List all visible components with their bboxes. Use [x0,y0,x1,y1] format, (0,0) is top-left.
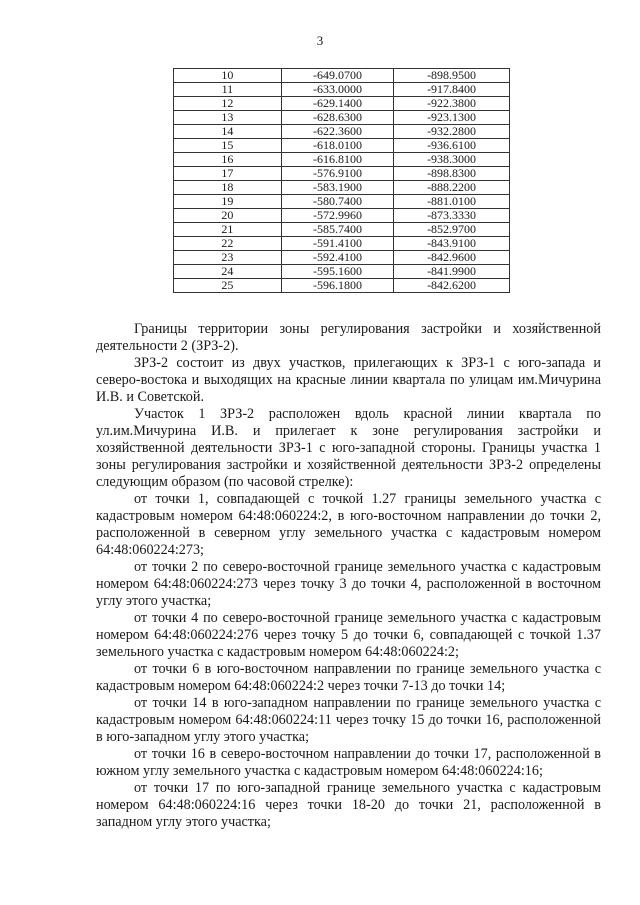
y-coordinate-cell: -938.3000 [394,153,510,167]
table-row [174,195,510,209]
y-coordinate-cell: -881.0100 [394,195,510,209]
table-row [174,139,510,153]
paragraph-boundary-point-17: от точки 17 по юго-западной границе земельного участка с кадастровым номером 64:48:060224:16 через точки 18-20 до точки 21, расположенной в западном углу этого участка; [96,780,601,830]
table-row [174,83,510,97]
point-number-cell: 21 [174,223,282,237]
x-coordinate-cell: -592.4100 [281,251,393,265]
y-coordinate-cell: -843.9100 [394,237,510,251]
x-coordinate-cell: -572.9960 [281,209,393,223]
x-coordinate-cell: -591.4100 [281,237,393,251]
document-body [96,321,601,831]
y-coordinate-cell: -923.1300 [394,111,510,125]
paragraph-zone-title: Границы территории зоны регулирования застройки и хозяйственной деятельности 2 (ЗРЗ-2). [96,321,601,354]
x-coordinate-cell: -618.0100 [281,139,393,153]
coordinates-table-body [174,69,510,293]
table-row [174,251,510,265]
x-coordinate-cell: -583.1900 [281,181,393,195]
table-row [174,125,510,139]
x-coordinate-cell: -576.9100 [281,167,393,181]
x-coordinate-cell: -596.1800 [281,279,393,293]
point-number-cell: 24 [174,265,282,279]
y-coordinate-cell: -932.2800 [394,125,510,139]
y-coordinate-cell: -922.3800 [394,97,510,111]
point-number-cell: 23 [174,251,282,265]
point-number-cell: 11 [174,83,282,97]
y-coordinate-cell: -842.9600 [394,251,510,265]
point-number-cell: 17 [174,167,282,181]
x-coordinate-cell: -616.8100 [281,153,393,167]
y-coordinate-cell: -873.3330 [394,209,510,223]
point-number-cell: 13 [174,111,282,125]
y-coordinate-cell: -917.8400 [394,83,510,97]
x-coordinate-cell: -580.7400 [281,195,393,209]
point-number-cell: 10 [174,69,282,83]
x-coordinate-cell: -585.7400 [281,223,393,237]
y-coordinate-cell: -936.6100 [394,139,510,153]
y-coordinate-cell: -898.8300 [394,167,510,181]
y-coordinate-cell: -888.2200 [394,181,510,195]
point-number-cell: 20 [174,209,282,223]
coordinates-table [173,68,510,293]
x-coordinate-cell: -649.0700 [281,69,393,83]
table-row [174,209,510,223]
point-number-cell: 22 [174,237,282,251]
table-row [174,167,510,181]
x-coordinate-cell: -633.0000 [281,83,393,97]
y-coordinate-cell: -842.6200 [394,279,510,293]
paragraph-boundary-point-1: от точки 1, совпадающей с точкой 1.27 границы земельного участка с кадастровым номером 64:48:060224:2, в юго-восточном направлении до точки 2, расположенной в северном углу земельного участка с кадастровым номером 64:48:060224:273; [96,491,601,558]
point-number-cell: 19 [174,195,282,209]
table-row [174,69,510,83]
y-coordinate-cell: -852.9700 [394,223,510,237]
point-number-cell: 25 [174,279,282,293]
table-row [174,153,510,167]
table-row [174,97,510,111]
table-row [174,223,510,237]
paragraph-section-1-description: Участок 1 ЗРЗ-2 расположен вдоль красной линии квартала по ул.им.Мичурина И.В. и прилегает к зоне регулирования застройки и хозяйственной деятельности ЗРЗ-1 с юго-западной стороны. Границы участка 1 зоны регулирования застройки и хозяйственной деятельности ЗРЗ-2 определены следующим образом (по часовой стрелке): [96,406,601,490]
x-coordinate-cell: -622.3600 [281,125,393,139]
paragraph-zone-composition: ЗРЗ-2 состоит из двух участков, прилегающих к ЗРЗ-1 с юго-запада и северо-востока и выходящих на красные линии квартала по улицам им.Мичурина И.В. и Советской. [96,355,601,405]
paragraph-boundary-point-4: от точки 4 по северо-восточной границе земельного участка с кадастровым номером 64:48:060224:276 через точку 5 до точки 6, совпадающей с точкой 1.37 земельного участка с кадастровым номером 64:48:060224:2; [96,610,601,660]
paragraph-boundary-point-16: от точки 16 в северо-восточном направлении до точки 17, расположенной в южном углу земельного участка с кадастровым номером 64:48:060224:16; [96,746,601,779]
point-number-cell: 15 [174,139,282,153]
paragraph-boundary-point-14: от точки 14 в юго-западном направлении по границе земельного участка с кадастровым номером 64:48:060224:11 через точку 15 до точки 16, расположенной в юго-западном углу этого участка; [96,695,601,745]
point-number-cell: 12 [174,97,282,111]
x-coordinate-cell: -629.1400 [281,97,393,111]
table-row [174,237,510,251]
page-number: 3 [316,33,324,48]
y-coordinate-cell: -898.9500 [394,69,510,83]
paragraph-boundary-point-6: от точки 6 в юго-восточном направлении по границе земельного участка с кадастровым номером 64:48:060224:2 через точки 7-13 до точки 14; [96,661,601,694]
y-coordinate-cell: -841.9900 [394,265,510,279]
table-row [174,265,510,279]
point-number-cell: 18 [174,181,282,195]
paragraph-boundary-point-2: от точки 2 по северо-восточной границе земельного участка с кадастровым номером 64:48:060224:273 через точку 3 до точки 4, расположенной в восточном углу этого участка; [96,559,601,609]
x-coordinate-cell: -628.6300 [281,111,393,125]
point-number-cell: 16 [174,153,282,167]
table-row [174,111,510,125]
x-coordinate-cell: -595.1600 [281,265,393,279]
point-number-cell: 14 [174,125,282,139]
table-row [174,279,510,293]
table-row [174,181,510,195]
